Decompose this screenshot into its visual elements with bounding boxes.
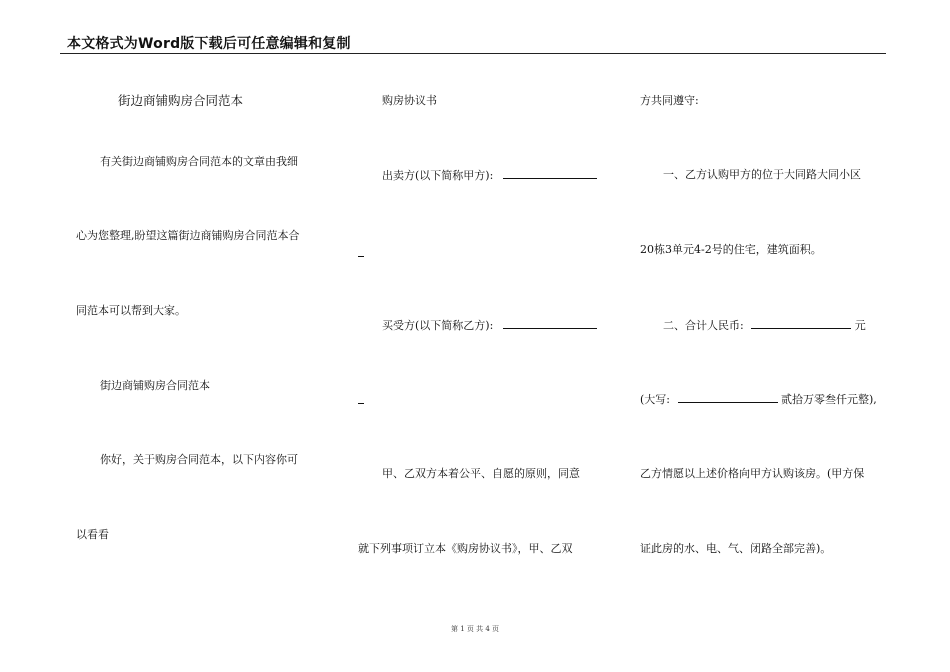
paragraph-line: 乙方情愿以上述价格向甲方认购该房。(甲方保 [640, 467, 865, 480]
buyer-blank-field [503, 318, 597, 329]
paragraph-line: 20栋3单元4-2号的住宅，建筑面积。 [640, 243, 822, 256]
agreement-heading: 购房协议书 [382, 94, 437, 107]
paragraph-line: 证此房的水、电、气、闭路全部完善)。 [640, 542, 832, 555]
paragraph-line: 以看看 [76, 528, 109, 541]
price-blank-field [751, 318, 851, 329]
line-mark [358, 403, 364, 404]
price-words-blank-field [678, 392, 778, 403]
price-words-amount: 贰拾万零叁仟元整), [781, 393, 877, 406]
price-label: 二、合计人民币: [663, 319, 744, 332]
paragraph-line: 就下列事项订立本《购房协议书》，甲、乙双 [358, 542, 573, 555]
paragraph-line: 心为您整理,盼望这篇街边商铺购房合同范本合 [76, 229, 300, 242]
price-words-line [640, 392, 877, 407]
line-mark [358, 256, 364, 257]
section-subtitle: 街边商铺购房合同范本 [100, 379, 210, 392]
clause-one-line: 一、乙方认购甲方的位于大同路大同小区 [663, 168, 861, 181]
document-header-title: 本文格式为Word版下载后可任意编辑和复制 [67, 36, 351, 52]
clause-two-line [663, 318, 866, 333]
paragraph-line: 有关街边商铺购房合同范本的文章由我细 [100, 155, 298, 168]
seller-line [382, 168, 597, 183]
seller-blank-field [503, 168, 597, 179]
paragraph-line: 同范本可以帮到大家。 [76, 304, 186, 317]
buyer-label: 买受方(以下简称乙方): [382, 319, 494, 332]
paragraph-line: 甲、乙双方本着公平、自愿的原则，同意 [382, 467, 580, 480]
paragraph-line: 方共同遵守: [640, 94, 699, 107]
header-divider [60, 53, 886, 54]
page-number: 第 1 页 共 4 页 [450, 625, 500, 633]
buyer-line [382, 318, 597, 333]
seller-label: 出卖方(以下简称甲方): [382, 169, 494, 182]
price-unit: 元 [854, 319, 866, 332]
document-title: 街边商铺购房合同范本 [118, 93, 244, 108]
paragraph-line: 你好，关于购房合同范本，以下内容你可 [100, 453, 298, 466]
price-words-label: (大写: [640, 393, 670, 406]
